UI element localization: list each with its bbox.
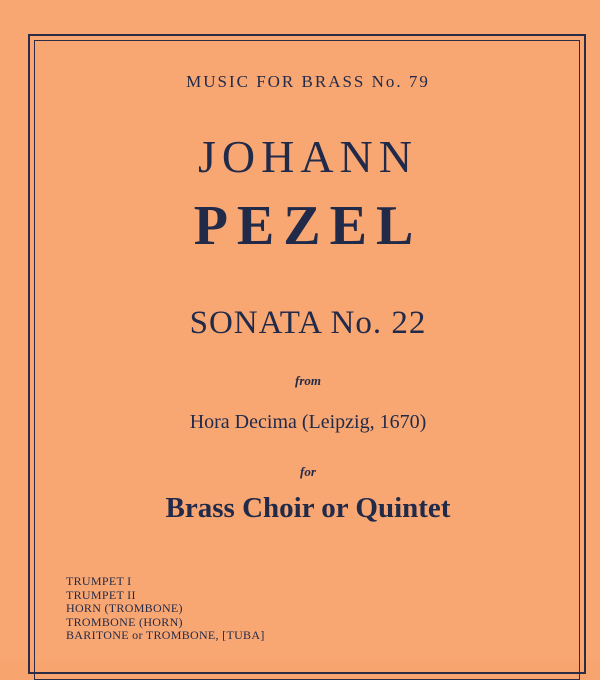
instrument-item: HORN (TROMBONE) bbox=[66, 601, 183, 615]
instrument-item: TROMBONE (HORN) bbox=[66, 614, 183, 629]
from-label: from bbox=[295, 373, 321, 388]
composer-first-name: JOHANN bbox=[198, 131, 418, 182]
instrument-list bbox=[66, 575, 265, 643]
series-title: MUSIC FOR BRASS No. 79 bbox=[186, 72, 430, 91]
source-collection: Hora Decima (Leipzig, 1670) bbox=[189, 411, 427, 433]
instrument-item: TRUMPET II bbox=[66, 587, 136, 602]
instrument-item: BARITONE or TROMBONE, [TUBA] bbox=[66, 628, 265, 642]
scoring-title: Brass Choir or Quintet bbox=[165, 492, 451, 524]
for-label: for bbox=[300, 464, 316, 479]
instrument-item: TRUMPET I bbox=[66, 574, 132, 588]
work-title: SONATA No. 22 bbox=[189, 305, 427, 341]
composer-last-name: PEZEL bbox=[193, 195, 423, 257]
